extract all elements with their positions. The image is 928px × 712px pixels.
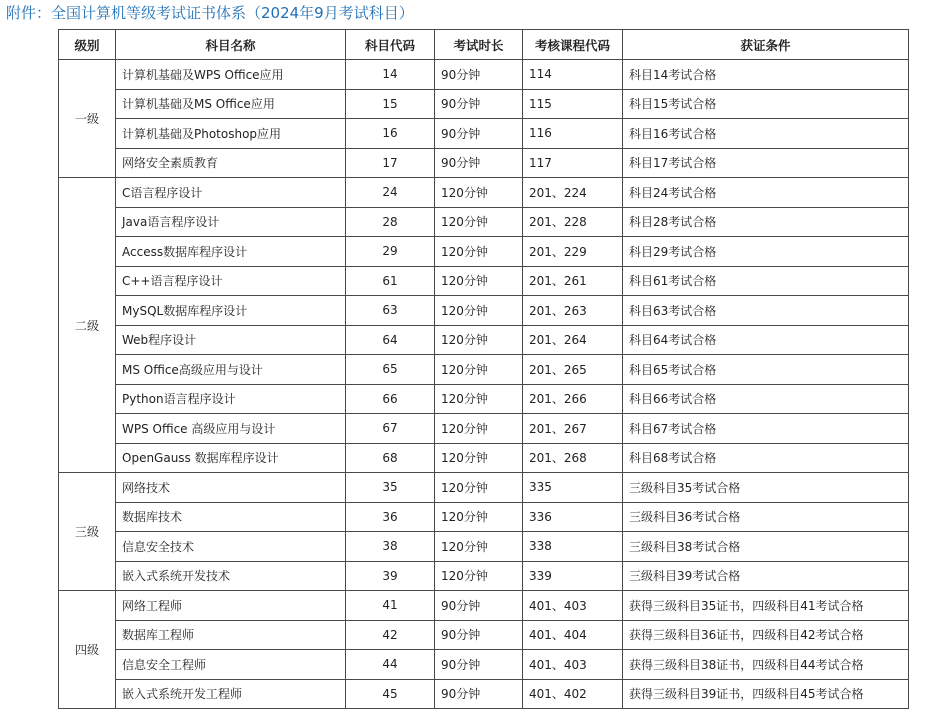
condition-cell: 获得三级科目39证书，四级科目45考试合格 (623, 679, 909, 709)
table-row (59, 207, 909, 237)
condition-cell: 科目29考试合格 (623, 237, 909, 267)
course-codes-cell: 201、266 (523, 384, 623, 414)
duration-cell: 90分钟 (435, 119, 523, 149)
subject-code-cell: 66 (346, 384, 435, 414)
table-row (59, 325, 909, 355)
table-body (59, 60, 909, 709)
course-codes-cell: 401、403 (523, 650, 623, 680)
duration-cell: 120分钟 (435, 325, 523, 355)
subject-cell: 数据库技术 (116, 502, 346, 532)
subject-code-cell: 67 (346, 414, 435, 444)
condition-cell: 科目66考试合格 (623, 384, 909, 414)
subject-cell: 计算机基础及MS Office应用 (116, 89, 346, 119)
duration-cell: 90分钟 (435, 650, 523, 680)
course-codes-cell: 201、224 (523, 178, 623, 208)
subject-code-cell: 15 (346, 89, 435, 119)
course-codes-cell: 339 (523, 561, 623, 591)
condition-cell: 科目61考试合格 (623, 266, 909, 296)
table-row (59, 502, 909, 532)
table-row (59, 60, 909, 90)
subject-cell: WPS Office 高级应用与设计 (116, 414, 346, 444)
condition-cell: 科目64考试合格 (623, 325, 909, 355)
course-codes-cell: 201、268 (523, 443, 623, 473)
condition-cell: 科目16考试合格 (623, 119, 909, 149)
subject-cell: C++语言程序设计 (116, 266, 346, 296)
course-codes-cell: 401、403 (523, 591, 623, 621)
subject-code-cell: 28 (346, 207, 435, 237)
duration-cell: 90分钟 (435, 591, 523, 621)
subject-code-cell: 61 (346, 266, 435, 296)
subject-code-cell: 14 (346, 60, 435, 90)
subject-cell: Java语言程序设计 (116, 207, 346, 237)
subject-cell: Web程序设计 (116, 325, 346, 355)
duration-cell: 90分钟 (435, 89, 523, 119)
duration-cell: 120分钟 (435, 473, 523, 503)
duration-cell: 90分钟 (435, 679, 523, 709)
header-course-codes: 考核课程代码 (523, 30, 623, 60)
header-condition: 获证条件 (623, 30, 909, 60)
header-subject: 科目名称 (116, 30, 346, 60)
table-header-row (59, 30, 909, 60)
subject-cell: 网络安全素质教育 (116, 148, 346, 178)
subject-code-cell: 41 (346, 591, 435, 621)
subject-code-cell: 65 (346, 355, 435, 385)
subject-code-cell: 24 (346, 178, 435, 208)
duration-cell: 120分钟 (435, 266, 523, 296)
subject-code-cell: 39 (346, 561, 435, 591)
subject-cell: 数据库工程师 (116, 620, 346, 650)
course-codes-cell: 201、264 (523, 325, 623, 355)
condition-cell: 三级科目38考试合格 (623, 532, 909, 562)
subject-code-cell: 29 (346, 237, 435, 267)
course-codes-cell: 336 (523, 502, 623, 532)
course-codes-cell: 335 (523, 473, 623, 503)
duration-cell: 90分钟 (435, 620, 523, 650)
subject-code-cell: 17 (346, 148, 435, 178)
subject-cell: C语言程序设计 (116, 178, 346, 208)
table-row (59, 679, 909, 709)
duration-cell: 120分钟 (435, 414, 523, 444)
subject-cell: 信息安全技术 (116, 532, 346, 562)
table-row (59, 620, 909, 650)
condition-cell: 科目28考试合格 (623, 207, 909, 237)
condition-cell: 科目24考试合格 (623, 178, 909, 208)
table-row (59, 237, 909, 267)
subject-code-cell: 64 (346, 325, 435, 355)
duration-cell: 120分钟 (435, 178, 523, 208)
duration-cell: 90分钟 (435, 60, 523, 90)
subject-cell: 网络工程师 (116, 591, 346, 621)
condition-cell: 获得三级科目38证书，四级科目44考试合格 (623, 650, 909, 680)
course-codes-cell: 116 (523, 119, 623, 149)
table-row (59, 561, 909, 591)
table-row (59, 148, 909, 178)
subject-code-cell: 36 (346, 502, 435, 532)
header-code: 科目代码 (346, 30, 435, 60)
level-cell: 二级 (59, 178, 116, 473)
condition-cell: 科目65考试合格 (623, 355, 909, 385)
duration-cell: 120分钟 (435, 502, 523, 532)
duration-cell: 120分钟 (435, 296, 523, 326)
table-row (59, 89, 909, 119)
subject-code-cell: 63 (346, 296, 435, 326)
level-cell: 四级 (59, 591, 116, 709)
subject-cell: 嵌入式系统开发工程师 (116, 679, 346, 709)
course-codes-cell: 401、404 (523, 620, 623, 650)
condition-cell: 三级科目39考试合格 (623, 561, 909, 591)
subject-code-cell: 44 (346, 650, 435, 680)
subject-cell: MySQL数据库程序设计 (116, 296, 346, 326)
course-codes-cell: 201、265 (523, 355, 623, 385)
condition-cell: 科目17考试合格 (623, 148, 909, 178)
subject-cell: 计算机基础及Photoshop应用 (116, 119, 346, 149)
level-cell: 一级 (59, 60, 116, 178)
subject-cell: 嵌入式系统开发技术 (116, 561, 346, 591)
course-codes-cell: 201、267 (523, 414, 623, 444)
subject-cell: OpenGauss 数据库程序设计 (116, 443, 346, 473)
table-row (59, 650, 909, 680)
subject-code-cell: 38 (346, 532, 435, 562)
subject-code-cell: 68 (346, 443, 435, 473)
subject-cell: 网络技术 (116, 473, 346, 503)
subject-cell: 计算机基础及WPS Office应用 (116, 60, 346, 90)
course-codes-cell: 338 (523, 532, 623, 562)
table-row (59, 532, 909, 562)
duration-cell: 90分钟 (435, 148, 523, 178)
level-cell: 三级 (59, 473, 116, 591)
duration-cell: 120分钟 (435, 443, 523, 473)
course-codes-cell: 201、228 (523, 207, 623, 237)
subject-code-cell: 45 (346, 679, 435, 709)
page-caption: 附件：全国计算机等级考试证书体系（2024年9月考试科目） (6, 4, 414, 22)
table-row (59, 591, 909, 621)
table-row (59, 355, 909, 385)
header-duration: 考试时长 (435, 30, 523, 60)
course-codes-cell: 114 (523, 60, 623, 90)
certificate-table (58, 29, 909, 709)
subject-code-cell: 42 (346, 620, 435, 650)
condition-cell: 科目15考试合格 (623, 89, 909, 119)
subject-cell: MS Office高级应用与设计 (116, 355, 346, 385)
condition-cell: 获得三级科目35证书，四级科目41考试合格 (623, 591, 909, 621)
duration-cell: 120分钟 (435, 532, 523, 562)
condition-cell: 三级科目36考试合格 (623, 502, 909, 532)
table-row (59, 443, 909, 473)
duration-cell: 120分钟 (435, 561, 523, 591)
condition-cell: 科目67考试合格 (623, 414, 909, 444)
duration-cell: 120分钟 (435, 207, 523, 237)
duration-cell: 120分钟 (435, 237, 523, 267)
table-row (59, 384, 909, 414)
table-row (59, 266, 909, 296)
table-row (59, 178, 909, 208)
subject-code-cell: 16 (346, 119, 435, 149)
course-codes-cell: 117 (523, 148, 623, 178)
course-codes-cell: 115 (523, 89, 623, 119)
subject-cell: Python语言程序设计 (116, 384, 346, 414)
condition-cell: 科目14考试合格 (623, 60, 909, 90)
header-level: 级别 (59, 30, 116, 60)
condition-cell: 科目68考试合格 (623, 443, 909, 473)
condition-cell: 科目63考试合格 (623, 296, 909, 326)
duration-cell: 120分钟 (435, 384, 523, 414)
course-codes-cell: 201、263 (523, 296, 623, 326)
condition-cell: 三级科目35考试合格 (623, 473, 909, 503)
subject-cell: Access数据库程序设计 (116, 237, 346, 267)
table-row (59, 473, 909, 503)
table-row (59, 119, 909, 149)
subject-cell: 信息安全工程师 (116, 650, 346, 680)
course-codes-cell: 201、261 (523, 266, 623, 296)
table-row (59, 414, 909, 444)
course-codes-cell: 401、402 (523, 679, 623, 709)
subject-code-cell: 35 (346, 473, 435, 503)
course-codes-cell: 201、229 (523, 237, 623, 267)
condition-cell: 获得三级科目36证书，四级科目42考试合格 (623, 620, 909, 650)
duration-cell: 120分钟 (435, 355, 523, 385)
table-row (59, 296, 909, 326)
